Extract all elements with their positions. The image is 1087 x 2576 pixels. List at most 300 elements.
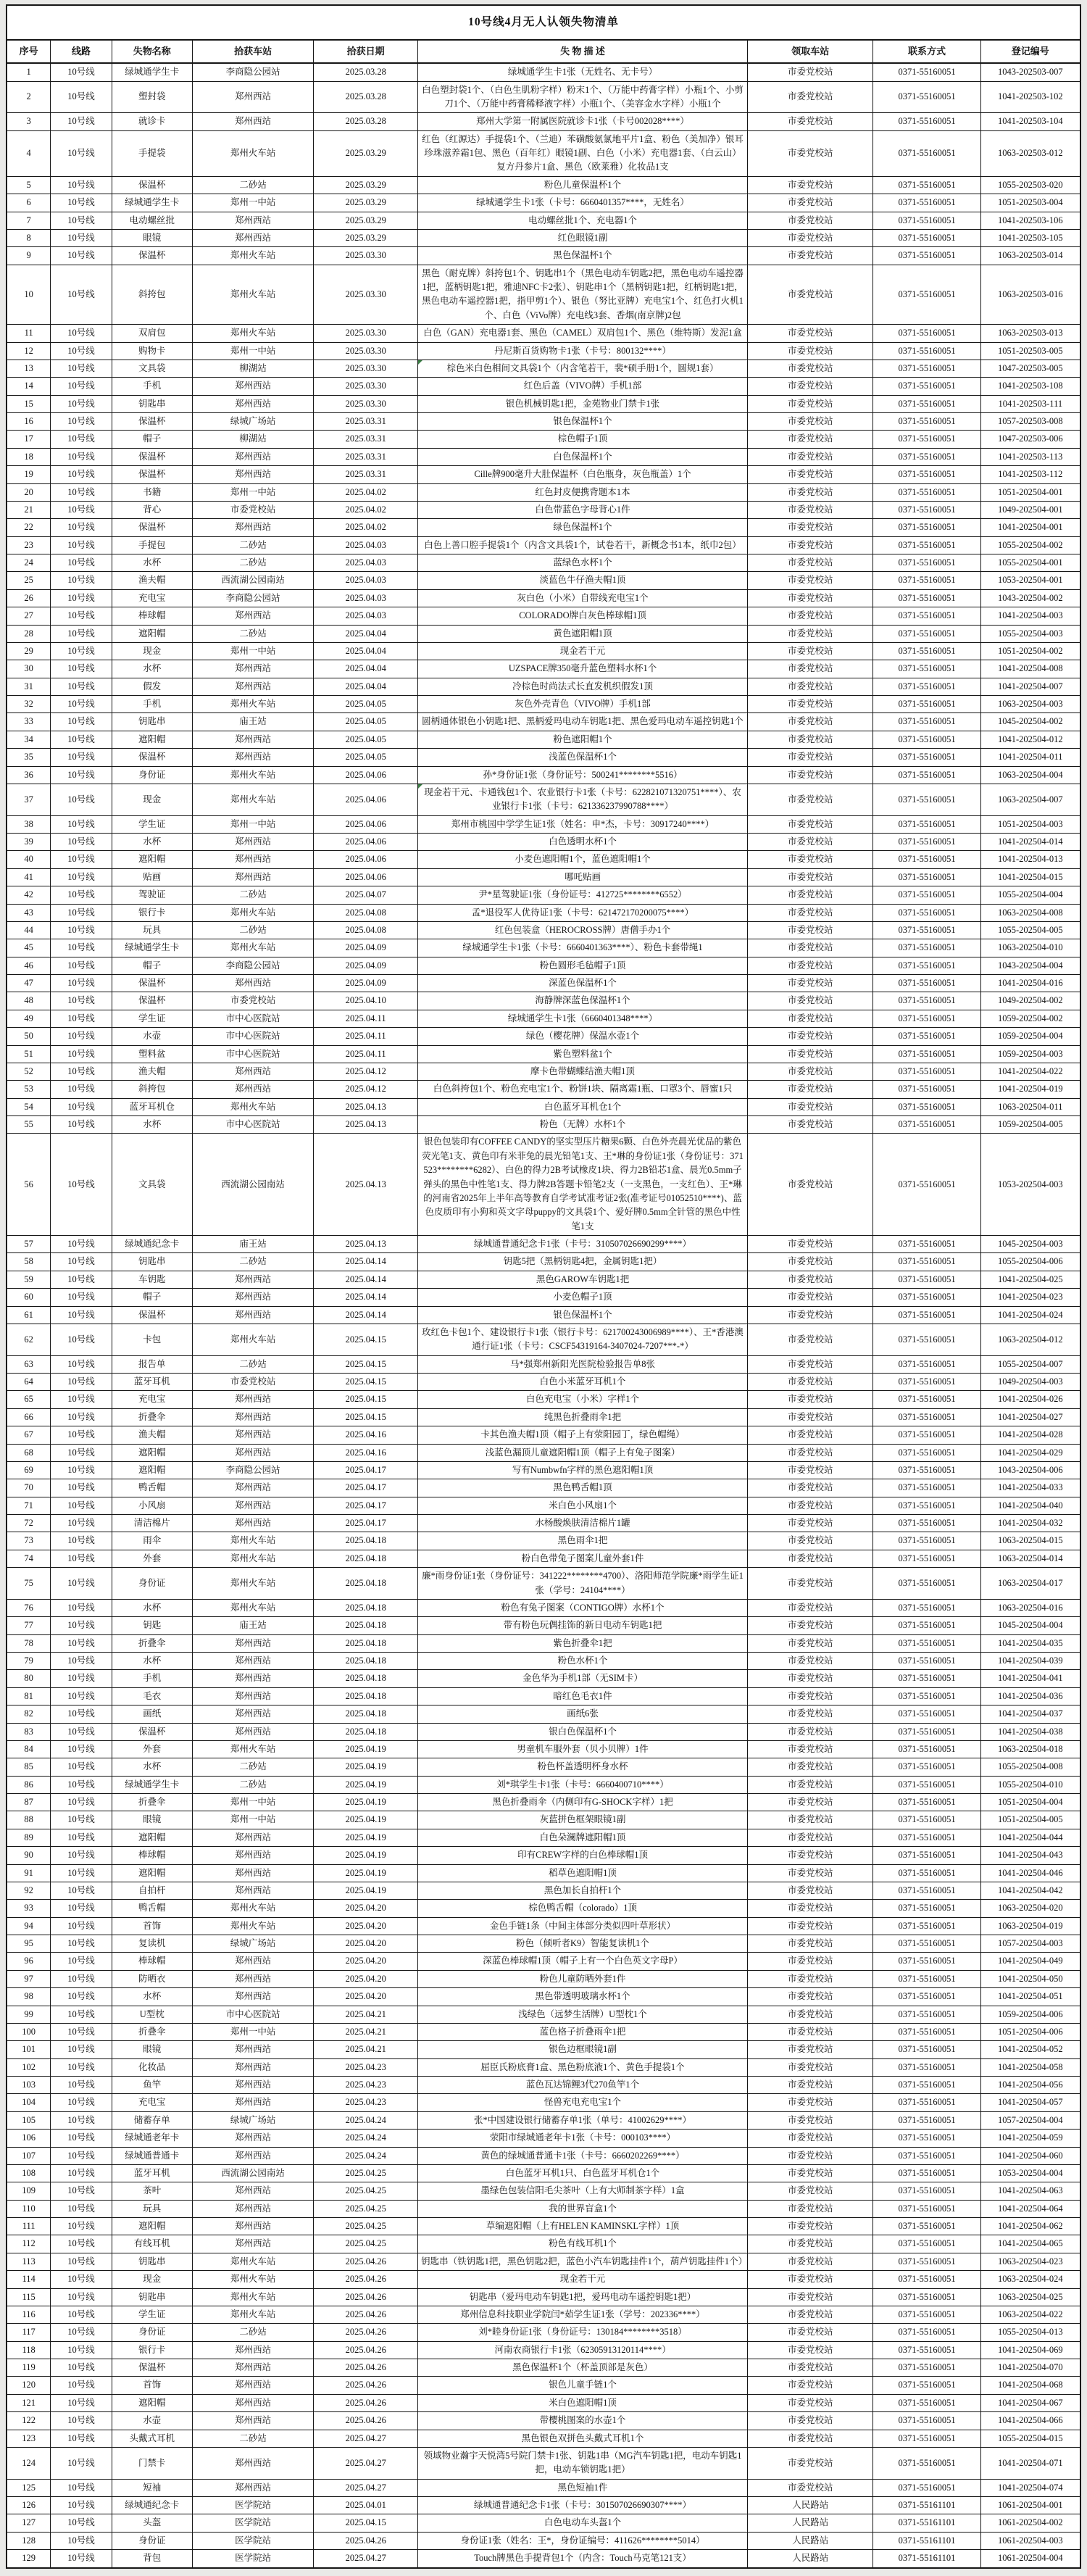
cell-found-date: 2025.04.19: [314, 1794, 418, 1811]
cell-registration-no: 1041-202504-001: [980, 519, 1080, 536]
cell-registration-no: 1057-202504-003: [980, 1935, 1080, 1953]
cell-registration-no: 1041-202504-049: [980, 1953, 1080, 1970]
cell-found-date: 2025.04.03: [314, 572, 418, 589]
table-row: [7, 1829, 1080, 1846]
cell-line: 10号线: [51, 1794, 112, 1811]
cell-registration-no: 1041-202504-032: [980, 1515, 1080, 1532]
cell-seq: 29: [7, 642, 51, 660]
cell-found-date: 2025.04.17: [314, 1479, 418, 1497]
cell-found-station: 西流湖公园南站: [192, 1134, 313, 1236]
cell-seq: 43: [7, 904, 51, 921]
cell-pickup-station: 市委党校站: [748, 2359, 873, 2377]
cell-seq: 71: [7, 1497, 51, 1514]
cell-line: 10号线: [51, 2164, 112, 2182]
cell-registration-no: 1063-202504-004: [980, 766, 1080, 784]
cell-seq: 28: [7, 625, 51, 642]
cell-contact: 0371-55160051: [873, 483, 980, 501]
cell-seq: 102: [7, 2058, 51, 2076]
cell-item-name: 车钥匙: [112, 1271, 192, 1288]
cell-contact: 0371-55160051: [873, 2271, 980, 2288]
cell-contact: 0371-55160051: [873, 1324, 980, 1355]
cell-found-station: 郑州西站: [192, 1847, 313, 1864]
table-row: [7, 1687, 1080, 1705]
cell-pickup-station: 人民路站: [748, 2550, 873, 2568]
cell-found-station: 庙王站: [192, 713, 313, 731]
cell-description: 黑色雨伞1把: [418, 1532, 748, 1550]
cell-item-name: 钥匙串: [112, 1253, 192, 1271]
cell-item-name: 毛衣: [112, 1687, 192, 1705]
cell-registration-no: 1041-202504-056: [980, 2077, 1080, 2094]
cell-found-date: 2025.04.13: [314, 1116, 418, 1134]
cell-line: 10号线: [51, 1028, 112, 1045]
cell-description: 银色机械钥匙1把，金苑物业门禁卡1张: [418, 395, 748, 412]
cell-seq: 60: [7, 1289, 51, 1306]
cell-found-date: 2025.04.12: [314, 1063, 418, 1080]
cell-seq: 51: [7, 1045, 51, 1063]
cell-seq: 74: [7, 1550, 51, 1567]
cell-pickup-station: 市委党校站: [748, 1776, 873, 1793]
cell-found-station: 西流湖公园南站: [192, 572, 313, 589]
cell-registration-no: 1041-202504-074: [980, 2479, 1080, 2496]
cell-item-name: 外套: [112, 1740, 192, 1758]
cell-found-date: 2025.04.06: [314, 815, 418, 833]
cell-seq: 1: [7, 63, 51, 81]
cell-description: 玫红色卡包1个、建设银行卡1张（银行卡号：621700243006989****）、王*香港澳通行证1张（卡号：CSCF54319164-3407024-7207***-*）: [418, 1324, 748, 1355]
cell-found-date: 2025.04.26: [314, 2412, 418, 2430]
cell-found-station: 二砂站: [192, 554, 313, 572]
table-row: [7, 1970, 1080, 1987]
page-title: 10号线4月无人认领失物清单: [7, 5, 1080, 40]
cell-contact: 0371-55160051: [873, 1045, 980, 1063]
cell-registration-no: 1041-202504-036: [980, 1687, 1080, 1705]
cell-item-name: 渔夫帽: [112, 1063, 192, 1080]
cell-line: 10号线: [51, 992, 112, 1010]
cell-found-date: 2025.04.26: [314, 2271, 418, 2288]
cell-found-station: 郑州西站: [192, 2359, 313, 2377]
cell-contact: 0371-55160051: [873, 713, 980, 731]
cell-registration-no: 1041-202503-108: [980, 378, 1080, 395]
cell-pickup-station: 市委党校站: [748, 2041, 873, 2058]
cell-registration-no: 1055-202504-003: [980, 625, 1080, 642]
cell-found-date: 2025.04.09: [314, 939, 418, 957]
cell-seq: 97: [7, 1970, 51, 1987]
cell-line: 10号线: [51, 2094, 112, 2111]
cell-pickup-station: 市委党校站: [748, 413, 873, 431]
cell-contact: 0371-55160051: [873, 1758, 980, 1776]
cell-seq: 78: [7, 1634, 51, 1652]
cell-found-date: 2025.04.18: [314, 1599, 418, 1616]
cell-found-station: 二砂站: [192, 1253, 313, 1271]
table-row: [7, 2514, 1080, 2532]
cell-contact: 0371-55160051: [873, 2447, 980, 2479]
cell-pickup-station: 市委党校站: [748, 1740, 873, 1758]
cell-found-date: 2025.04.06: [314, 851, 418, 868]
cell-description: 绿色（樱花牌）保温水壶1个: [418, 1028, 748, 1045]
cell-registration-no: 1041-202504-029: [980, 1444, 1080, 1461]
table-row: [7, 2447, 1080, 2479]
cell-found-date: 2025.04.15: [314, 1324, 418, 1355]
cell-seq: 10: [7, 265, 51, 325]
cell-found-date: 2025.04.26: [314, 2306, 418, 2323]
cell-description: 灰白色（小米）自带线充电宝1个: [418, 589, 748, 607]
cell-item-name: 遮阳帽: [112, 1461, 192, 1479]
cell-found-date: 2025.04.17: [314, 1461, 418, 1479]
table-row: [7, 851, 1080, 868]
cell-seq: 22: [7, 519, 51, 536]
cell-found-date: 2025.04.25: [314, 2235, 418, 2253]
cell-item-name: 水杯: [112, 834, 192, 851]
cell-item-name: 身份证: [112, 2324, 192, 2341]
cell-contact: 0371-55160051: [873, 265, 980, 325]
cell-found-station: 柳湖站: [192, 431, 313, 448]
cell-line: 10号线: [51, 1653, 112, 1670]
cell-contact: 0371-55160051: [873, 607, 980, 625]
cell-found-station: 郑州火车站: [192, 766, 313, 784]
cell-line: 10号线: [51, 247, 112, 265]
cell-registration-no: 1045-202504-004: [980, 1617, 1080, 1634]
cell-description: 银色包装印有COFFEE CANDY的坚实型压片糖果6颗、白色外壳晨光优品的紫色荧光笔1支、黄色印有米菲兔的晨光铅笔1支、王*琳的身份证1张（身份证号：371523********6282）、白色的得力2B考试橡皮1块、得力2B铅芯1盒、晨光0.5mm子弹头的黑色中性笔1支、得力牌2B答题卡铅笔2支（一支黑色，一支红色）、王*琳的河南省2025年上半年高等教育自学考试准考证2张(准考证号01052510****)、蓝色皮质印有小狗和英文字母puppy的文具袋1个、爱好牌0.5mm全针管的黑色中性笔1支: [418, 1134, 748, 1236]
cell-item-name: 学生证: [112, 1010, 192, 1027]
cell-line: 10号线: [51, 904, 112, 921]
cell-description: 绿城通学生卡1张（6660401348****）: [418, 1010, 748, 1027]
table-row: [7, 957, 1080, 974]
cell-contact: 0371-55160051: [873, 1568, 980, 1600]
cell-contact: 0371-55160051: [873, 886, 980, 904]
cell-found-date: 2025.04.26: [314, 2324, 418, 2341]
cell-description: 现金若干元: [418, 642, 748, 660]
cell-item-name: 水杯: [112, 1988, 192, 2006]
cell-found-date: 2025.03.29: [314, 130, 418, 176]
cell-registration-no: 1041-202504-046: [980, 1864, 1080, 1882]
table-row: [7, 247, 1080, 265]
cell-description: 蓝色瓦达锦鲤3代270鱼竿1个: [418, 2077, 748, 2094]
cell-pickup-station: 市委党校站: [748, 1324, 873, 1355]
cell-pickup-station: 市委党校站: [748, 589, 873, 607]
cell-item-name: 画纸: [112, 1705, 192, 1723]
cell-found-date: 2025.04.23: [314, 2094, 418, 2111]
cell-found-station: 郑州西站: [192, 851, 313, 868]
cell-line: 10号线: [51, 731, 112, 748]
cell-description: 画纸6张: [418, 1705, 748, 1723]
cell-item-name: 门禁卡: [112, 2447, 192, 2479]
cell-item-name: 蓝牙耳机: [112, 2164, 192, 2182]
cell-description: 绿色保温杯1个: [418, 519, 748, 536]
table-row: [7, 2130, 1080, 2147]
table-row: [7, 1953, 1080, 1970]
cell-seq: 25: [7, 572, 51, 589]
cell-registration-no: 1041-202504-067: [980, 2394, 1080, 2411]
cell-pickup-station: 市委党校站: [748, 975, 873, 992]
table-row: [7, 1847, 1080, 1864]
cell-found-station: 郑州西站: [192, 1497, 313, 1514]
cell-description: 暗红色毛衣1件: [418, 1687, 748, 1705]
cell-registration-no: 1051-202504-006: [980, 2023, 1080, 2040]
cell-item-name: 钥匙串: [112, 2288, 192, 2306]
cell-contact: 0371-55160051: [873, 194, 980, 212]
cell-found-date: 2025.04.06: [314, 766, 418, 784]
cell-pickup-station: 市委党校站: [748, 2479, 873, 2496]
cell-item-name: 折叠伞: [112, 1408, 192, 1426]
cell-description: 马*强郑州新阳光医院检验报告单8张: [418, 1355, 748, 1373]
cell-found-station: 市中心医院站: [192, 1116, 313, 1134]
table-row: [7, 1917, 1080, 1935]
cell-found-date: 2025.04.11: [314, 1010, 418, 1027]
col-header-contact: 联系方式: [873, 40, 980, 63]
cell-item-name: 棒球帽: [112, 607, 192, 625]
cell-registration-no: 1041-202504-016: [980, 975, 1080, 992]
cell-seq: 62: [7, 1324, 51, 1355]
cell-contact: 0371-55160051: [873, 642, 980, 660]
cell-registration-no: 1041-202504-042: [980, 1882, 1080, 1899]
cell-registration-no: 1063-202503-016: [980, 265, 1080, 325]
cell-pickup-station: 市委党校站: [748, 2200, 873, 2217]
cell-seq: 110: [7, 2200, 51, 2217]
table-row: [7, 1935, 1080, 1953]
cell-found-date: 2025.04.18: [314, 1550, 418, 1567]
cell-seq: 66: [7, 1408, 51, 1426]
cell-registration-no: 1051-202503-005: [980, 342, 1080, 360]
cell-description: 白色电动车头盔1个: [418, 2514, 748, 2532]
cell-pickup-station: 市委党校站: [748, 1599, 873, 1616]
cell-pickup-station: 市委党校站: [748, 519, 873, 536]
cell-found-station: 郑州火车站: [192, 904, 313, 921]
cell-found-date: 2025.03.29: [314, 229, 418, 246]
table-row: [7, 1271, 1080, 1288]
table-row: [7, 130, 1080, 176]
cell-seq: 122: [7, 2412, 51, 2430]
cell-line: 10号线: [51, 2306, 112, 2323]
table-row: [7, 265, 1080, 325]
cell-found-date: 2025.04.24: [314, 2130, 418, 2147]
cell-line: 10号线: [51, 607, 112, 625]
cell-found-date: 2025.04.08: [314, 921, 418, 939]
table-row: [7, 519, 1080, 536]
cell-found-date: 2025.04.11: [314, 1045, 418, 1063]
table-row: [7, 1670, 1080, 1687]
cell-found-station: 医学院站: [192, 2514, 313, 2532]
cell-registration-no: 1059-202504-005: [980, 1116, 1080, 1134]
cell-contact: 0371-55160051: [873, 81, 980, 113]
cell-item-name: 遮阳帽: [112, 625, 192, 642]
cell-pickup-station: 市委党校站: [748, 113, 873, 130]
cell-registration-no: 1059-202504-004: [980, 1028, 1080, 1045]
cell-line: 10号线: [51, 81, 112, 113]
cell-line: 10号线: [51, 2288, 112, 2306]
cell-item-name: 钥匙串: [112, 2253, 192, 2270]
cell-seq: 100: [7, 2023, 51, 2040]
cell-found-station: 郑州西站: [192, 749, 313, 766]
cell-description: 孟*退役军人优待证1张（卡号：621472170200075****）: [418, 904, 748, 921]
table-row: [7, 2094, 1080, 2111]
table-row: [7, 431, 1080, 448]
cell-found-station: 庙王站: [192, 1617, 313, 1634]
cell-item-name: 首饰: [112, 1917, 192, 1935]
cell-line: 10号线: [51, 2479, 112, 2496]
cell-line: 10号线: [51, 1723, 112, 1740]
cell-registration-no: 1057-202504-004: [980, 2111, 1080, 2129]
cell-item-name: 绿城通学生卡: [112, 939, 192, 957]
cell-seq: 24: [7, 554, 51, 572]
cell-seq: 114: [7, 2271, 51, 2288]
cell-seq: 52: [7, 1063, 51, 1080]
cell-description: 草编遮阳帽（上有HELEN KAMINSKL字样）1顶: [418, 2218, 748, 2235]
table-row: [7, 1723, 1080, 1740]
cell-pickup-station: 市委党校站: [748, 1653, 873, 1670]
cell-item-name: 清洁棉片: [112, 1515, 192, 1532]
cell-registration-no: 1041-202504-003: [980, 607, 1080, 625]
cell-found-station: 郑州西站: [192, 113, 313, 130]
cell-contact: 0371-55160051: [873, 325, 980, 342]
cell-found-date: 2025.04.15: [314, 1374, 418, 1391]
cell-found-date: 2025.04.15: [314, 1408, 418, 1426]
cell-found-station: 庙王站: [192, 1236, 313, 1253]
cell-contact: 0371-55160051: [873, 1687, 980, 1705]
cell-found-station: 郑州西站: [192, 1444, 313, 1461]
cell-registration-no: 1041-202504-041: [980, 1670, 1080, 1687]
cell-registration-no: 1041-202504-008: [980, 660, 1080, 678]
cell-item-name: 钥匙: [112, 1617, 192, 1634]
cell-pickup-station: 市委党校站: [748, 395, 873, 412]
cell-registration-no: 1041-202504-007: [980, 678, 1080, 695]
cell-found-station: 郑州西站: [192, 519, 313, 536]
cell-found-station: 郑州火车站: [192, 325, 313, 342]
cell-found-station: 郑州火车站: [192, 1532, 313, 1550]
cell-found-station: 郑州火车站: [192, 1098, 313, 1115]
cell-description: 张*中国建设银行储蓄存单1张（单号：41002629****）: [418, 2111, 748, 2129]
col-header-pickup-station: 领取车站: [748, 40, 873, 63]
cell-description: 棕色鸭舌帽（colorado）1顶: [418, 1900, 748, 1917]
cell-contact: 0371-55160051: [873, 696, 980, 713]
cell-seq: 36: [7, 766, 51, 784]
cell-line: 10号线: [51, 1444, 112, 1461]
cell-contact: 0371-55160051: [873, 2006, 980, 2023]
cell-item-name: 储蓄存单: [112, 2111, 192, 2129]
cell-description: 刘*睦身份证1张（身份证号：130184********3518）: [418, 2324, 748, 2341]
cell-found-date: 2025.04.10: [314, 992, 418, 1010]
cell-description: 电动螺丝批1个、充电器1个: [418, 212, 748, 229]
cell-found-date: 2025.04.06: [314, 784, 418, 815]
cell-contact: 0371-55160051: [873, 851, 980, 868]
cell-contact: 0371-55160051: [873, 1081, 980, 1098]
cell-item-name: 遮阳帽: [112, 851, 192, 868]
cell-found-date: 2025.04.19: [314, 1776, 418, 1793]
cell-line: 10号线: [51, 1426, 112, 1444]
cell-found-station: 郑州火车站: [192, 2306, 313, 2323]
cell-description: 黑色带透明玻璃水杯1个: [418, 1988, 748, 2006]
cell-contact: 0371-55160051: [873, 1653, 980, 1670]
cell-line: 10号线: [51, 1917, 112, 1935]
cell-seq: 27: [7, 607, 51, 625]
cell-item-name: 鱼竿: [112, 2077, 192, 2094]
cell-found-date: 2025.04.09: [314, 957, 418, 974]
table-row: [7, 2359, 1080, 2377]
cell-line: 10号线: [51, 466, 112, 483]
cell-seq: 79: [7, 1653, 51, 1670]
cell-found-station: 郑州西站: [192, 2058, 313, 2076]
cell-item-name: 水杯: [112, 1599, 192, 1616]
cell-line: 10号线: [51, 483, 112, 501]
cell-item-name: 水壶: [112, 1028, 192, 1045]
cell-seq: 35: [7, 749, 51, 766]
cell-found-date: 2025.03.28: [314, 81, 418, 113]
cell-seq: 15: [7, 395, 51, 412]
cell-contact: 0371-55160051: [873, 2094, 980, 2111]
cell-line: 10号线: [51, 939, 112, 957]
cell-registration-no: 1063-202504-022: [980, 2306, 1080, 2323]
cell-contact: 0371-55160051: [873, 1479, 980, 1497]
cell-registration-no: 1041-202504-014: [980, 834, 1080, 851]
table-row: [7, 1306, 1080, 1324]
cell-description: 白色蓝牙耳机1只、白色蓝牙耳机仓1个: [418, 2164, 748, 2182]
cell-registration-no: 1041-202504-060: [980, 2147, 1080, 2164]
cell-found-station: 郑州一中站: [192, 1811, 313, 1829]
cell-item-name: 折叠伞: [112, 2023, 192, 2040]
cell-pickup-station: 市委党校站: [748, 957, 873, 974]
cell-item-name: 复读机: [112, 1935, 192, 1953]
cell-found-date: 2025.03.31: [314, 431, 418, 448]
cell-found-station: 郑州西站: [192, 1829, 313, 1846]
cell-found-station: 郑州西站: [192, 2094, 313, 2111]
cell-contact: 0371-55160051: [873, 1497, 980, 1514]
cell-registration-no: 1051-202504-004: [980, 1794, 1080, 1811]
cell-item-name: 双肩包: [112, 325, 192, 342]
cell-pickup-station: 市委党校站: [748, 642, 873, 660]
cell-seq: 65: [7, 1391, 51, 1408]
table-row: [7, 1028, 1080, 1045]
cell-pickup-station: 市委党校站: [748, 992, 873, 1010]
cell-contact: 0371-55160051: [873, 431, 980, 448]
cell-pickup-station: 市委党校站: [748, 660, 873, 678]
cell-item-name: 茶叶: [112, 2182, 192, 2200]
cell-item-name: 报告单: [112, 1355, 192, 1373]
cell-found-station: 市中心医院站: [192, 1028, 313, 1045]
cell-found-date: 2025.04.09: [314, 975, 418, 992]
table-row: [7, 113, 1080, 130]
cell-registration-no: 1063-202504-016: [980, 1599, 1080, 1616]
table-row: [7, 1408, 1080, 1426]
cell-pickup-station: 市委党校站: [748, 1063, 873, 1080]
cell-line: 10号线: [51, 360, 112, 377]
cell-item-name: 充电宝: [112, 1391, 192, 1408]
cell-found-station: 郑州一中站: [192, 2023, 313, 2040]
cell-line: 10号线: [51, 868, 112, 886]
cell-pickup-station: 市委党校站: [748, 1271, 873, 1288]
table-row: [7, 660, 1080, 678]
table-row: [7, 2058, 1080, 2076]
cell-found-date: 2025.04.04: [314, 660, 418, 678]
cell-description: 白色小米蓝牙耳机1个: [418, 1374, 748, 1391]
cell-registration-no: 1061-202504-003: [980, 2532, 1080, 2549]
cell-pickup-station: 市委党校站: [748, 1116, 873, 1134]
cell-contact: 0371-55160051: [873, 625, 980, 642]
cell-line: 10号线: [51, 2182, 112, 2200]
cell-item-name: 背包: [112, 2550, 192, 2568]
cell-line: 10号线: [51, 113, 112, 130]
cell-item-name: 文具袋: [112, 360, 192, 377]
cell-registration-no: 1063-202504-010: [980, 939, 1080, 957]
cell-found-station: 柳湖站: [192, 360, 313, 377]
cell-registration-no: 1049-202504-002: [980, 992, 1080, 1010]
cell-seq: 88: [7, 1811, 51, 1829]
cell-registration-no: 1041-202504-019: [980, 1081, 1080, 1098]
cell-found-date: 2025.04.17: [314, 1497, 418, 1514]
cell-item-name: 保温杯: [112, 519, 192, 536]
cell-item-name: 外套: [112, 1550, 192, 1567]
cell-description: 白色蓝牙耳机仓1个: [418, 1098, 748, 1115]
col-header-line: 线路: [51, 40, 112, 63]
cell-registration-no: 1063-202504-018: [980, 1740, 1080, 1758]
cell-description: 黄色遮阳帽1顶: [418, 625, 748, 642]
